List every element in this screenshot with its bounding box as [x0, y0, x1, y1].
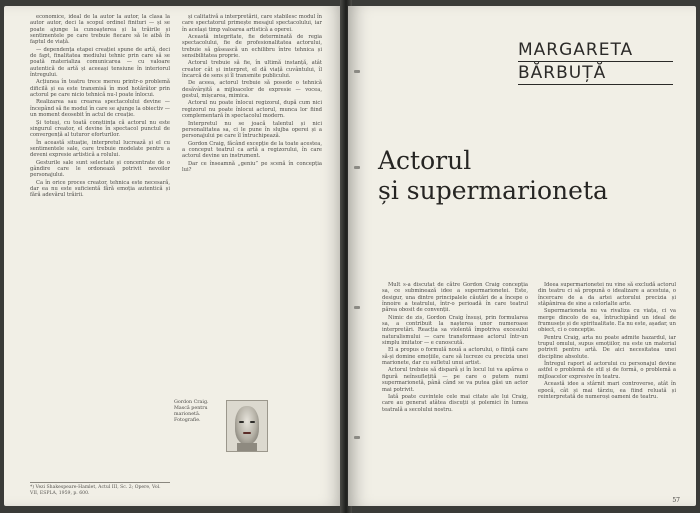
paragraph: De aceea, actorul trebuie să posede o tehnică desăvârșită a mijloacelor de expresie — vocea, gestul, mișcarea, mimica. [182, 80, 322, 100]
mask-photo [226, 400, 268, 452]
paragraph: Interpretul nu se joacă talentul și nici personalitatea sa, ci le pune în slujba operei și a personajului pe care îl întruchipează. [182, 120, 322, 140]
paragraph: Dar ce înseamnă „geniu” pe scenă în concepția lui? [182, 160, 322, 173]
paragraph: Iată poate cuvintele cele mai citate ale lui Craig, care au generat atâtea discuții și polemici în lumea teatrală a secolului nostru. [382, 393, 528, 413]
binding-staple [354, 436, 360, 439]
mask-eye [250, 421, 255, 423]
paragraph: Ca în orice proces creator, tehnica este necesară, dar ea nu este suficientă fără emoția autentică și fără adevărul trăirii. [30, 179, 170, 199]
paragraph: Și totuși, cu toată conștiința că actorul nu este singurul creator, el devine în spectacol punctul de convergență al tuturor eforturilor. [30, 119, 170, 139]
author-rule [518, 84, 673, 85]
paragraph: Mult s-a discutat de către Gordon Craig concepția sa, ce subminează idee a supermarionetei. Este, desigur, una dintre principalele căutări de a începe o înnoire a teatrului, într-o perioadă în care teatrul părea obosit de convenții. [382, 282, 528, 314]
mask-face [235, 406, 259, 444]
title-line-1: Actorul [378, 146, 472, 175]
left-page [4, 6, 344, 506]
paragraph: și calitativă a interpretării, care stabilesc modul în care spectatorul primește mesajul spectacolului, iar în același timp valoarea artistică a operei. [182, 14, 322, 33]
paragraph: El a propus o formulă nouă a actorului, o ființă care să-și domine emoțiile, care să lucreze cu precizia unei marionete, dar cu sufletul unui artist. [382, 347, 528, 367]
paragraph: Acțiunea în teatru trece mereu printr-o problemă dificilă și ea este transmisă în mod hotărâtor prin actorul pe care nicio tehnică nu-l poate înlocui. [30, 79, 170, 99]
paragraph: Gordon Craig, făcând excepție de la toate acestea, a conceput teatrul ca artă a regizorului, în care actorul devine un instrument. [182, 140, 322, 160]
paragraph: Întregul raport al actorului cu personajul devine astfel o problemă de stil și de formă, o problemă a mijloacelor expresive în teatru. [538, 361, 676, 380]
binding-staple [354, 70, 360, 73]
author-name [518, 40, 688, 86]
photo-caption: Gordon Craig. Mască pentru marionetă. Fotografie. [174, 400, 209, 423]
author-last-name: BĂRBUȚĂ [518, 63, 607, 83]
paragraph: Pentru Craig, arta nu poate admite hazardul, iar trupul omului, supus emoțiilor, nu este un material potrivit pentru artă. De aici necesitatea unei discipline absolute. [538, 334, 676, 360]
paragraph: Actorul trebuie să dispară și în locul lui va apărea o figură neînsuflețită — pe care o putem numi supermarionetă, până când se va putea găsi un actor mai potrivit. [382, 367, 528, 393]
title-line-2: și supermarioneta [378, 176, 608, 205]
mask-base [237, 443, 257, 451]
article-title [378, 146, 638, 206]
author-first-name: MARGARETA [518, 40, 634, 60]
binding-staple [354, 166, 360, 169]
paragraph: Realizarea sau crearea spectacolului devine — începând să fie modul în care se ajunge la obiectiv — un moment deosebit în actul de creație. [30, 99, 170, 119]
binding-staple [354, 306, 360, 309]
paragraph: Gesturile sale sunt selectate și concentrate de o gândire care le ordonează potrivit nevoilor personajului. [30, 159, 170, 179]
page-number: 57 [672, 497, 680, 504]
paragraph: economice, ideal de la autor la autor, la clasa la autor autor, deci la scopul ordinel finituri — și se poate ajunge la cunoașterea și la trăirile și sentimentele pe care trebuie fiecare să le aibă în faptul de viață. [30, 14, 170, 46]
left-page-column-1 [30, 14, 170, 484]
paragraph: Această integritate, fie determinată de regia spectacolului, fie de profesionalitatea actorului, trebuie să găsească un echilibru între tehnica și sensibilitatea proprie. [182, 34, 322, 60]
paragraph: Actorul trebuie să fie, în ultimă instanță, atât creator cât și interpret, el dă viață cuvântului, îl încarcă de sens și îl transmite publicului. [182, 60, 322, 80]
paragraph: Actorul nu poate înlocui regizorul, după cum nici regizorul nu poate înlocui actorul, munca lor fiind complementară în spectacolul modern. [182, 100, 322, 120]
paragraph: În această situație, interpretul lucrează și el cu sentimentele sale, care trebuie modelate pentru a deveni expresie artistică a rolului. [30, 139, 170, 159]
paragraph: — dependența etapei creației spune de artă, deci de fapt, finalitatea mediului tehnic prin care să se poată materializa comunicarea — cu valoare autentică de artă și aceeași tensiune în interiorul întregului. [30, 46, 170, 79]
footnote: *) Vezi Shakespeare-Hamlet, Actul III, Sc. 2; Opere, Vol. VII, ESPLA, 1959, p. 600. [30, 482, 170, 496]
mask-eye [239, 421, 244, 423]
paragraph: Supermarioneta nu va rivaliza cu viața, ci va merge dincolo de ea, întruchipând un ideal de frumusețe și de spiritualitate. Ea nu este, așadar, un obiect, ci o concepție. [538, 308, 676, 334]
paragraph: Ideea supermarionetei nu vine să excludă actorul din teatru ci să propună o idealizare a acestuia, o încercare de a da artei actorului precizia și stăpânirea de sine a celorlalte arte. [538, 282, 676, 308]
paragraph: Nimic de zis, Gordon Craig însuși, prin formularea sa, a contribuit la nașterea unor numeroase interpretări. Reacția sa violentă împotriva excesului naturalismului — care transformase actorul într-un simplu imitator — e cunoscută. [382, 314, 528, 347]
paragraph: Această idee a stârnit mari controverse, atât în epocă, cât și mai târziu, ea fiind reluată și reinterpretată de numeroși oameni de teatru. [538, 381, 676, 400]
right-page-column-2 [538, 282, 676, 500]
mask-mouth [243, 432, 251, 434]
author-rule [518, 61, 673, 62]
right-page-column-1 [382, 282, 528, 500]
right-page [348, 6, 696, 506]
